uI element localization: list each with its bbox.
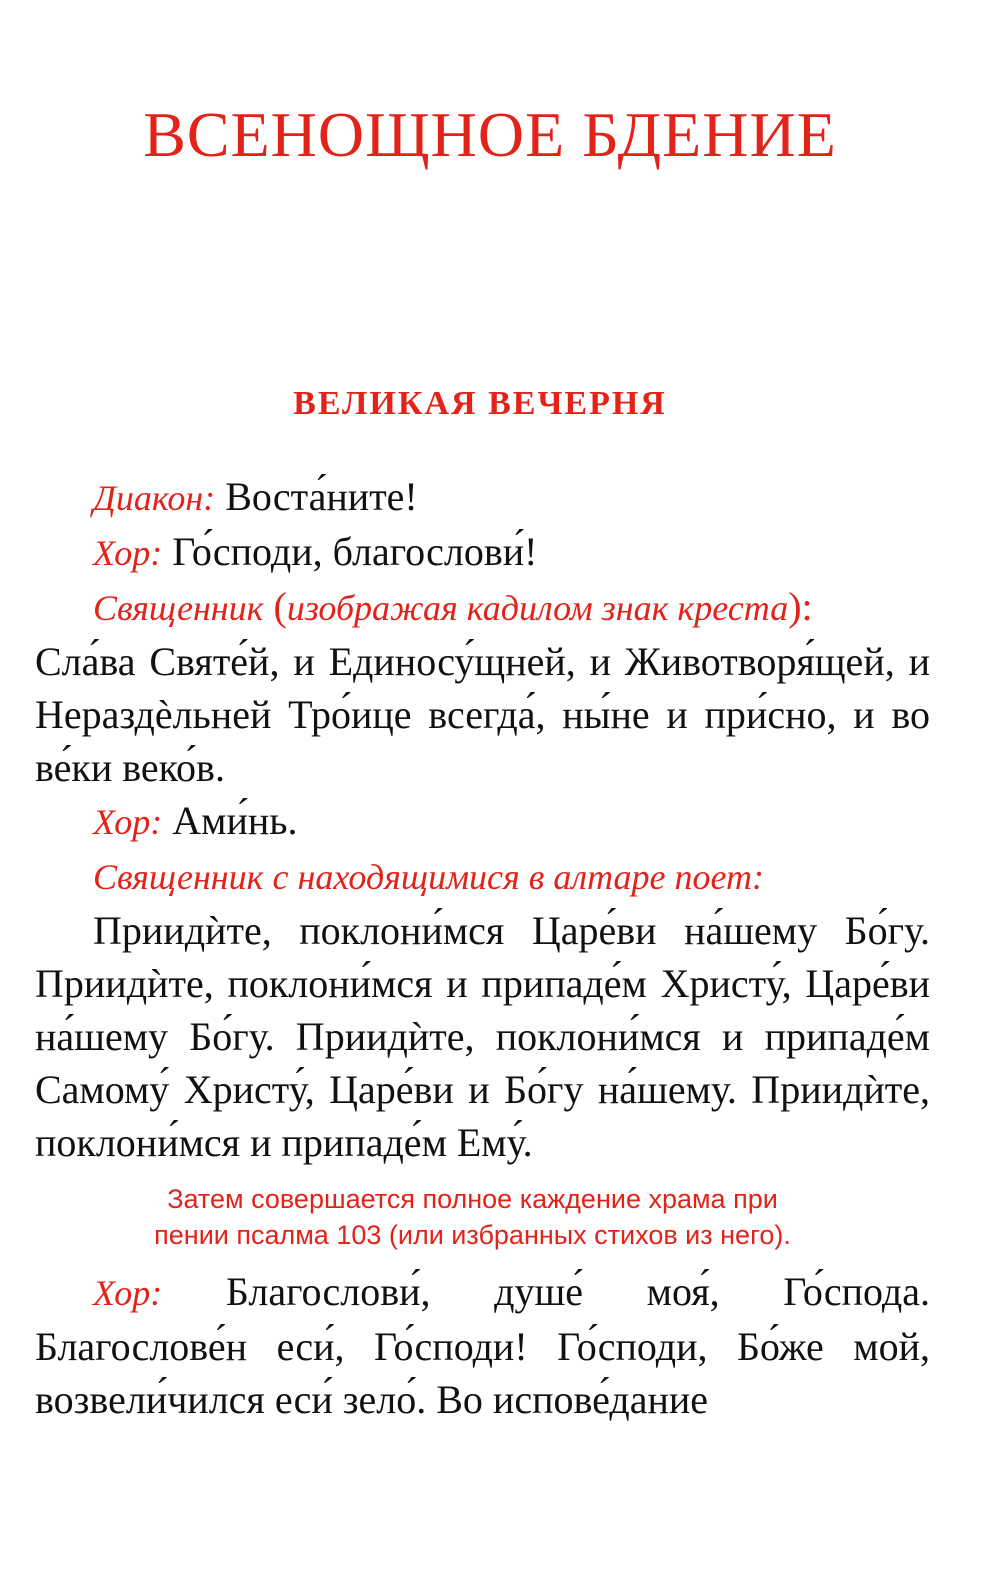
- page-title: ВСЕНОЩНОЕ БДЕНИЕ: [143, 99, 837, 170]
- priest-sings-line: [35, 849, 930, 904]
- deacon-line: [35, 470, 930, 525]
- psalm-103-line: [35, 1265, 930, 1426]
- doxology-text: Сла́ва Святе́й, и Единосу́щней, и Животворя́щей, и Нераздѐльней Тро́ице всегда́, ны́не и при́сно, и во ве́ки веко́в.: [35, 639, 930, 790]
- role-label-choir: Хор:: [93, 533, 163, 573]
- role-label-deacon: Диакон:: [93, 478, 216, 518]
- paren-open: (: [263, 584, 287, 629]
- verse-text: Го́споди, благослови́!: [162, 529, 538, 574]
- choir-line: [35, 525, 930, 580]
- paren-close: ):: [788, 584, 813, 629]
- rubric-line-2: пении псалма 103 (или избранных стихов из него).: [154, 1220, 791, 1250]
- choir-amen-line: [35, 794, 930, 849]
- role-label-priest-altar: Священник с находящимися в алтаре поет:: [93, 857, 764, 897]
- priest-direction-line: [35, 580, 930, 635]
- role-label-priest: Священник: [93, 588, 264, 628]
- role-label-choir: Хор:: [93, 802, 163, 842]
- verse-text: Воста́ните!: [215, 474, 418, 519]
- verse-text: Ами́нь.: [162, 798, 298, 843]
- spacer: [35, 1169, 930, 1181]
- spacer: [35, 1253, 930, 1265]
- verse-text: Благослови́, душе́ моя́, Го́спода. Благослове́н еси́, Го́споди! Го́споди, Бо́же мой, возвели́чился еси́ зело́. Во испове́дание: [35, 1269, 930, 1422]
- come-let-us-worship-text: Приидѝте, поклони́мся Царе́ви на́шему Бо́гу. Приидѝте, поклони́мся и припаде́м Христу́, Царе́ви на́шему Бо́гу. Приидѝте, поклони́мся и припаде́м Самому́ Христу́, Царе́ви и Бо́гу на́шему. Приидѝте, поклони́мся и припаде́м Ему́.: [35, 908, 930, 1165]
- role-label-choir: Хор:: [93, 1273, 163, 1313]
- rubric-line-1: Затем совершается полное каждение храма при: [167, 1184, 778, 1214]
- liturgical-text: [35, 470, 930, 1426]
- rubric-note: [35, 1181, 930, 1253]
- stage-direction: изображая кадилом знак креста: [286, 588, 789, 628]
- section-title: ВЕЛИКАЯ ВЕЧЕРНЯ: [293, 385, 667, 422]
